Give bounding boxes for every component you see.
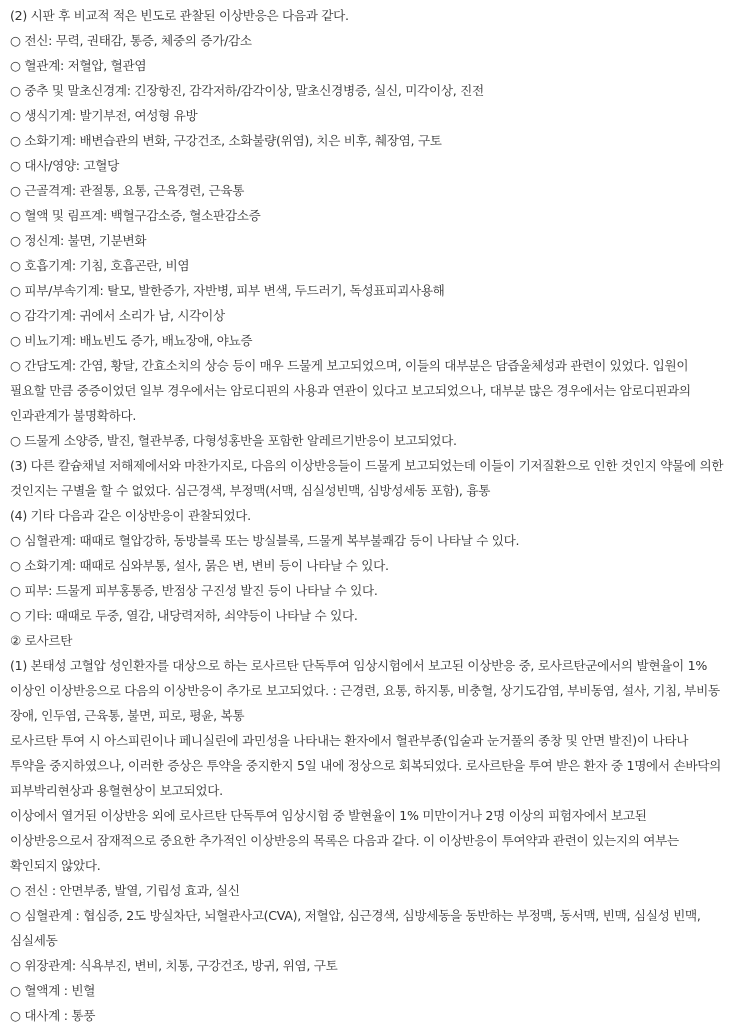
list-item: ○ 혈액계 : 빈혈	[10, 983, 96, 998]
section-4-heading: (4) 기타 다음과 같은 이상반응이 관찰되었다.	[10, 508, 251, 523]
list-item: ○ 피부: 드물게 피부홍통증, 반점상 구진성 발진 등이 나타날 수 있다.	[10, 583, 378, 598]
list-item: ○ 피부/부속기계: 탈모, 발한증가, 자반병, 피부 변색, 두드러기, 독성표피괴사용해	[10, 283, 445, 298]
list-item: ○ 혈액 및 림프계: 백혈구감소증, 혈소판감소증	[10, 208, 261, 223]
list-item: ○ 드물게 소양증, 발진, 혈관부종, 다형성홍반을 포함한 알레르기반응이 보고되었다.	[10, 433, 457, 448]
list-item: ○ 혈관계: 저혈압, 혈관염	[10, 58, 147, 73]
section-2-heading: (2) 시판 후 비교적 적은 빈도로 관찰된 이상반응은 다음과 같다.	[10, 8, 349, 23]
list-item: ○ 간담도계: 간염, 황달, 간효소치의 상승 등이 매우 드물게 보고되었으며, 이들의 대부분은 담즙울체성과 관련이 있었다. 입원이 필요할 만큼 중증이었던 일부 경우에서는 암로디핀의 사용과 연관이 있다고 보고되었으나, 대부분 많은 경우에서는 암로디핀과의 인과관계가 불명확하다.	[10, 358, 691, 423]
list-item: ○ 소화기계: 때때로 심와부통, 설사, 묽은 변, 변비 등이 나타날 수 있다.	[10, 558, 389, 573]
list-item: ○ 정신계: 불면, 기분변화	[10, 233, 147, 248]
list-item: ○ 중추 및 말초신경계: 긴장항진, 감각저하/감각이상, 말초신경병증, 실신, 미각이상, 진전	[10, 83, 484, 98]
list-item: ○ 생식기계: 발기부전, 여성형 유방	[10, 108, 198, 123]
losartan-heading: ② 로사르탄	[10, 633, 73, 648]
list-item: ○ 대사/영양: 고혈당	[10, 158, 120, 173]
list-item: ○ 심혈관계 : 협심증, 2도 방실차단, 뇌혈관사고(CVA), 저혈압, 심근경색, 심방세동을 동반하는 부정맥, 동서맥, 빈맥, 심실성 빈맥, 심실세동	[10, 908, 701, 948]
list-item: ○ 감각기계: 귀에서 소리가 남, 시각이상	[10, 308, 225, 323]
losartan-paragraph: 이상에서 열거된 이상반응 외에 로사르탄 단독투여 임상시험 중 발현율이 1% 미만이거나 2명 이상의 피험자에서 보고된 이상반응으로서 잠재적으로 중요한 추가적인 이상반응의 목록은 다음과 같다. 이 이상반응이 투여약과 관련이 있는지의 여부는 확인되지 않았다.	[10, 808, 679, 873]
list-item: ○ 전신 : 안면부종, 발열, 기립성 효과, 실신	[10, 883, 240, 898]
list-item: ○ 기타: 때때로 두중, 열감, 내당력저하, 쇠약등이 나타날 수 있다.	[10, 608, 358, 623]
list-item: ○ 비뇨기계: 배뇨빈도 증가, 배뇨장애, 야뇨증	[10, 333, 253, 348]
list-item: ○ 근골격계: 관절통, 요통, 근육경련, 근육통	[10, 183, 245, 198]
list-item: ○ 호흡기계: 기침, 호흡곤란, 비염	[10, 258, 190, 273]
list-item: ○ 소화기계: 배변습관의 변화, 구강건조, 소화불량(위염), 치은 비후, 췌장염, 구토	[10, 133, 442, 148]
list-item: ○ 전신: 무력, 권태감, 통증, 체중의 증가/감소	[10, 33, 252, 48]
losartan-paragraph: 로사르탄 투여 시 아스피린이나 페니실린에 과민성을 나타내는 환자에서 혈관부종(입술과 눈거풀의 종창 및 안면 발진)이 나타나 투약을 중지하였으나, 이러한 증상은 투약을 중지한지 5일 내에 정상으로 회복되었다. 로사르탄을 투여 받은 환자 중 1명에서 손바닥의 피부박리현상과 용혈현상이 보고되었다.	[10, 733, 721, 798]
list-item: ○ 심혈관계: 때때로 혈압강하, 동방블록 또는 방실블록, 드물게 복부불쾌감 등이 나타날 수 있다.	[10, 533, 520, 548]
list-item: ○ 위장관계: 식욕부진, 변비, 치통, 구강건조, 방귀, 위염, 구토	[10, 958, 338, 973]
losartan-paragraph: (1) 본태성 고혈압 성인환자를 대상으로 하는 로사르탄 단독투여 임상시험에서 보고된 이상반응 중, 로사르탄군에서의 발현율이 1% 이상인 이상반응으로 다음의 이상반응이 추가로 보고되었다. : 근경련, 요통, 하지통, 비충혈, 상기도감염, 부비동염, 설사, 기침, 부비동 장애, 인두염, 근육통, 불면, 피로, 평윤, 복통	[10, 658, 720, 723]
section-3-paragraph: (3) 다른 칼슘채널 저해제에서와 마찬가지로, 다음의 이상반응들이 드물게 보고되었는데 이들이 기저질환으로 인한 것인지 약물에 의한 것인지는 구별을 할 수 없었다. 심근경색, 부정맥(서맥, 심실성빈맥, 심방성세동 포함), 흉통	[10, 458, 724, 498]
list-item: ○ 대사계 : 통풍	[10, 1008, 96, 1023]
